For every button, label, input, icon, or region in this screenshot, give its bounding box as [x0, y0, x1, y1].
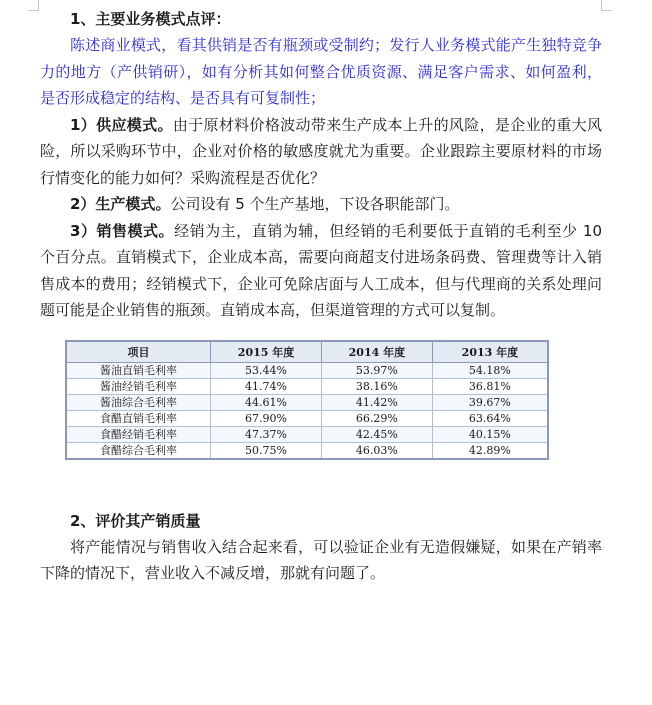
table-cell: 36.81%: [432, 378, 548, 394]
table-header-row: [66, 341, 548, 363]
production-paragraph: [40, 191, 602, 218]
section1-intro: 陈述商业模式，看其供销是否有瓶颈或受制约；发行人业务模式能产生独特竞争力的地方（产供销研），如有分析其如何整合优质资源、满足客户需求、如何盈利，是否形成稳定的结构、是否具有可复制性；: [40, 36, 602, 107]
table-row: [66, 378, 548, 394]
table-cell: 酱油直销毛利率: [66, 362, 211, 378]
table-cell: 39.67%: [432, 394, 548, 410]
table-row: [66, 426, 548, 442]
page-corner-mark-left: [28, 0, 39, 11]
table-cell: 酱油经销毛利率: [66, 378, 211, 394]
section2-heading: 2、评价其产销质量: [70, 511, 201, 530]
table-cell: 食醋综合毛利率: [66, 442, 211, 459]
table-row: [66, 442, 548, 459]
table-cell: 46.03%: [321, 442, 432, 459]
table-cell: 53.44%: [211, 362, 322, 378]
table-cell: 42.89%: [432, 442, 548, 459]
table-cell: 40.15%: [432, 426, 548, 442]
section2-text: 将产能情况与销售收入结合起来看，可以验证企业有无造假嫌疑，如果在产销率下降的情况下，营业收入不减反增，那就有问题了。: [40, 537, 602, 582]
table-cell: 50.75%: [211, 442, 322, 459]
gross-margin-table: [65, 340, 549, 460]
table-cell: 食醋经销毛利率: [66, 426, 211, 442]
table-header-cell: 2013 年度: [432, 341, 548, 363]
sales-paragraph: [40, 218, 602, 324]
table-row: [66, 394, 548, 410]
table-cell: 食醋直销毛利率: [66, 410, 211, 426]
table-cell: 54.18%: [432, 362, 548, 378]
table-row: [66, 410, 548, 426]
gross-margin-table-wrapper: [65, 340, 549, 460]
table-cell: 63.64%: [432, 410, 548, 426]
page-corner-mark-right: [601, 0, 612, 11]
table-cell: 42.45%: [321, 426, 432, 442]
production-label: 2）生产模式。: [70, 195, 171, 213]
table-cell: 41.74%: [211, 378, 322, 394]
table-row: [66, 362, 548, 378]
table-cell: 酱油综合毛利率: [66, 394, 211, 410]
supply-paragraph: [40, 112, 602, 192]
section1-heading: 1、主要业务模式点评：: [70, 10, 231, 28]
table-cell: 67.90%: [211, 410, 322, 426]
table-cell: 41.42%: [321, 394, 432, 410]
document-body: [40, 0, 602, 587]
table-header-cell: 2014 年度: [321, 341, 432, 363]
table-header-cell: 项目: [66, 341, 211, 363]
supply-text: 由于原材料价格波动带来生产成本上升的风险，是企业的重大风险，所以采购环节中，企业对价格的敏感度就尤为重要。企业跟踪主要原材料的市场行情变化的能力如何？采购流程是否优化？: [40, 115, 602, 187]
sales-text: 经销为主，直销为辅，但经销的毛利要低于直销的毛利至少 10 个百分点。直销模式下，企业成本高，需要向商超支付进场条码费、管理费等计入销售成本的费用；经销模式下，企业可免除店面与人工成本，但与代理商的关系处理问题可能是企业销售的瓶颈。直销成本高，但渠道管理的方式可以复制。: [40, 221, 602, 319]
supply-label: 1）供应模式。: [70, 115, 173, 134]
table-cell: 53.97%: [321, 362, 432, 378]
production-text: 公司设有 5 个生产基地，下设各职能部门。: [170, 195, 460, 213]
table-cell: 38.16%: [321, 378, 432, 394]
table-cell: 66.29%: [321, 410, 432, 426]
table-header-cell: 2015 年度: [211, 341, 322, 363]
sales-label: 3）销售模式。: [70, 221, 175, 240]
table-cell: 44.61%: [211, 394, 322, 410]
table-cell: 47.37%: [211, 426, 322, 442]
